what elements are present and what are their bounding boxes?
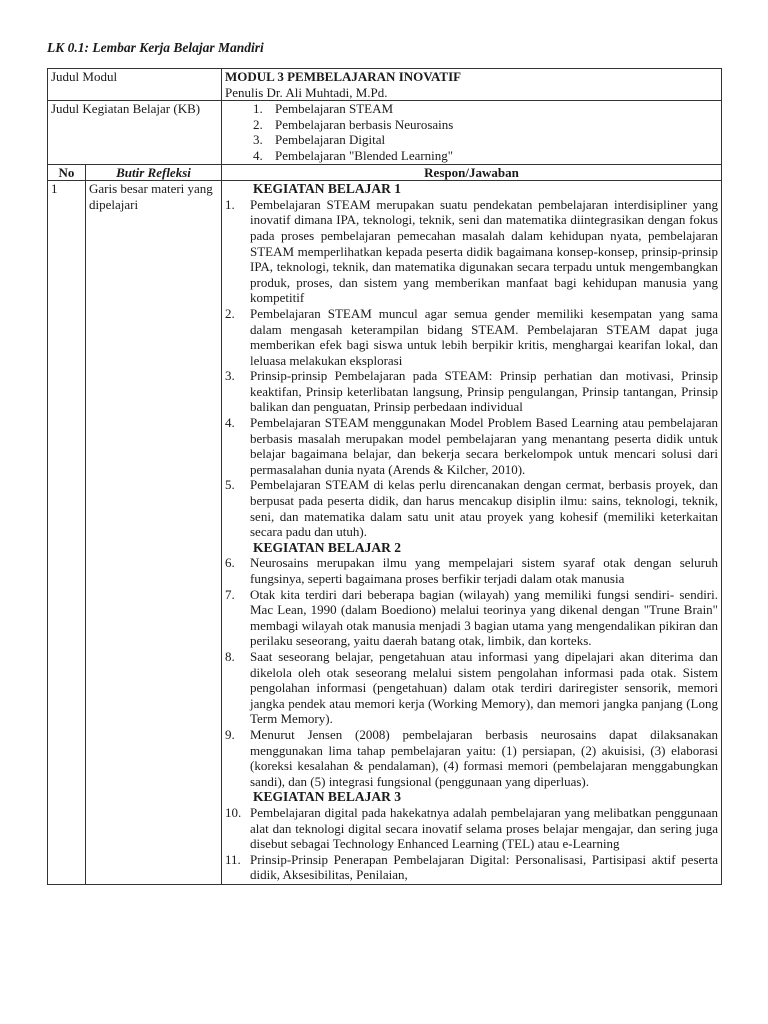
judul-kb-label: Judul Kegiatan Belajar (KB) (48, 101, 222, 164)
page-title: LK 0.1: Lembar Kerja Belajar Mandiri (47, 40, 264, 55)
kb3-heading: KEGIATAN BELAJAR 3 (253, 789, 402, 805)
header-no: No (48, 164, 86, 181)
response-item: 2. Pembelajaran STEAM muncul agar semua gender memiliki kesempatan yang sama dalam mengasah keterampilan bidang STEAM. Pembelajaran STEAM dapat juga memberikan efek bagi siswa untuk lebih berpikir kritis, menghargai kearifan lokal, dan leluasa melakukan eksplorasi (225, 305, 718, 368)
response-item: 8. Saat seseorang belajar, pengetahuan atau informasi yang dipelajari akan diterima dan dikelola oleh otak seseorang melalui sistem pengolahan informasi pada otak. Sistem pengolahan informasi (pengetahuan) dalam otak terdiri dariregister sensorik, memori jangka pendek atau memori kerja (Working Memory), dan memori jangka panjang (Long Term Memory). (225, 648, 718, 727)
kb-list-item: 2. Pembelajaran berbasis Neurosains (253, 116, 454, 132)
kb-list-item: 3. Pembelajaran Digital (253, 132, 386, 148)
row-1 (48, 181, 722, 885)
table-header-row (48, 164, 722, 181)
response-item: 6. Neurosains merupakan ilmu yang mempelajari sistem syaraf otak dengan seluruh fungsinya, seperti bagaimana proses berfikir terjadi dalam otak manusia (225, 555, 718, 586)
response-item: 5. Pembelajaran STEAM di kelas perlu direncanakan dengan cermat, berbasis proyek, dan berpusat pada peserta didik, dan harus mencakup disiplin ilmu: sains, teknologi, teknik, seni, dan matematika dalam satu unit atau proyek yang kohesif (memiliki keterkaitan secara padu dan utuh). (225, 477, 718, 540)
response-item: 3. Prinsip-prinsip Pembelajaran pada STEAM: Prinsip perhatian dan motivasi, Prinsip keaktifan, Prinsip keterlibatan langsung, Prinsip pengulangan, Prinsip tantangan, Prinsip balikan dan penguatan, Prinsip perbedaan individual (225, 368, 718, 415)
header-butir-refleksi: Butir Refleksi (86, 164, 222, 181)
kb-list-item: 1. Pembelajaran STEAM (253, 101, 394, 117)
response-item: 1. Pembelajaran STEAM merupakan suatu pendekatan pembelajaran interdisipliner yang inovatif dimana IPA, teknologi, teknik, seni dan matematika diintegrasikan dengan fokus pada proses pembelajaran pemecahan masalah dalam kehidupan nyata, pembelajaran STEAM memperlihatkan kepada peserta didik bagaimana konsep-konsep, prinsip-prinsip IPA, teknologi, teknik, dan matematika digunakan secara terpadu untuk mengembangkan produk, proses, dan sistem yang memberikan manfaat bagi kehidupan manusia yang kompetitif (225, 196, 718, 306)
judul-kb-value (222, 101, 722, 164)
reflection-table (47, 68, 722, 885)
judul-modul-label: Judul Modul (48, 69, 222, 101)
row-1-no: 1 (48, 181, 86, 885)
kb2-heading: KEGIATAN BELAJAR 2 (253, 539, 402, 555)
penulis: Penulis Dr. Ali Muhtadi, M.Pd. (225, 84, 388, 100)
response-item: 10. Pembelajaran digital pada hakekatnya adalah pembelajaran yang melibatkan penggunaan alat dan teknologi digital secara inovatif selama proses belajar mengajar, dan sering juga disebut sebagai Technology Enhanced Learning (TEL) atau e-Learning (225, 804, 718, 852)
response-item: 7. Otak kita terdiri dari beberapa bagian (wilayah) yang memiliki fungsi sendiri- sendiri. Mac Lean, 1990 (dalam Boediono) melalui teorinya yang dikenal dengan "Trune Brain" membagi wilayah otak manusia menjadi 3 bagian utama yang mengendalikan pikiran dan perilaku seseorang, yaitu daerah batang otak, limbik, dan korteks. (225, 586, 718, 649)
row-1-butir: Garis besar materi yang dipelajari (86, 181, 222, 885)
row-1-respon (222, 181, 722, 885)
response-item: 4. Pembelajaran STEAM menggunakan Model Problem Based Learning atau pembelajaran berbasis masalah merupakan model pembelajaran yang menantang peserta didik untuk belajar bagaimana belajar, dan bekerja secara berkelompok untuk mencari solusi dari permasalahan dunia nyata (Arends & Kilcher, 2010). (225, 415, 718, 477)
response-item: 9. Menurut Jensen (2008) pembelajaran berbasis neurosains dapat dilaksanakan menggunakan lima tahap pembelajaran yaitu: (1) persiapan, (2) akuisisi, (3) elaborasi (koreksi kesalahan & pendalaman), (4) formasi memori (pembelajaran menggabungkan sandi), dan (5) integrasi fungsional (penggunaan yang diperluas). (225, 726, 718, 789)
judul-modul-value (222, 69, 722, 101)
kb-list (225, 101, 718, 163)
response-item: 11. Prinsip-Prinsip Penerapan Pembelajaran Digital: Personalisasi, Partisipasi aktif peserta didik, Aksesibilitas, Penilaian, (225, 851, 718, 883)
header-respon-jawaban: Respon/Jawaban (222, 164, 722, 181)
kb-list-item: 4. Pembelajaran "Blended Learning" (253, 147, 454, 163)
row-judul-modul (48, 69, 722, 101)
kb1-heading: KEGIATAN BELAJAR 1 (253, 181, 402, 197)
row-judul-kb (48, 101, 722, 164)
modul-name: MODUL 3 PEMBELAJARAN INOVATIF (225, 69, 462, 84)
